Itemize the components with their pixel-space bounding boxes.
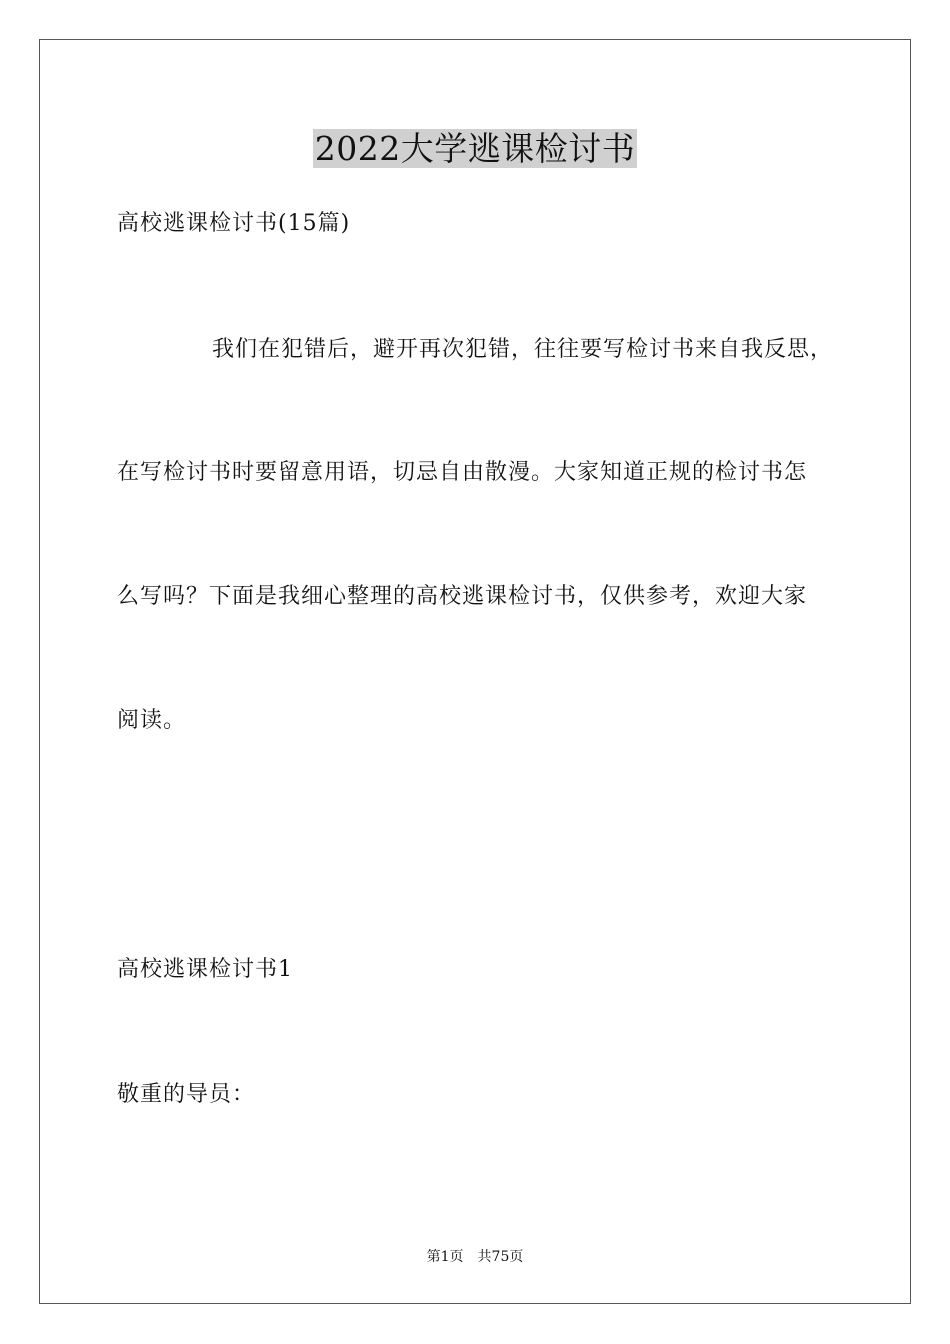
document-title xyxy=(0,126,950,172)
page-number-total: 共75页 xyxy=(477,1249,524,1265)
intro-line-4: 阅读。 xyxy=(117,708,187,733)
intro-line-3: 么写吗？下面是我细心整理的高校逃课检讨书，仅供参考，欢迎大家 xyxy=(117,584,808,609)
salutation: 敬重的导员： xyxy=(117,1082,256,1107)
page-footer xyxy=(0,1248,950,1266)
document-title-text: 2022大学逃课检讨书 xyxy=(314,129,636,168)
intro-line-2: 在写检讨书时要留意用语，切忌自由散漫。大家知道正规的检讨书怎 xyxy=(117,460,808,485)
section-heading: 高校逃课检讨书1 xyxy=(117,957,293,982)
document-subtitle: 高校逃课检讨书(15篇) xyxy=(117,211,351,236)
intro-line-1: 我们在犯错后，避开再次犯错，往往要写检讨书来自我反思， xyxy=(212,337,834,362)
page-number-current: 第1页 xyxy=(426,1249,464,1265)
